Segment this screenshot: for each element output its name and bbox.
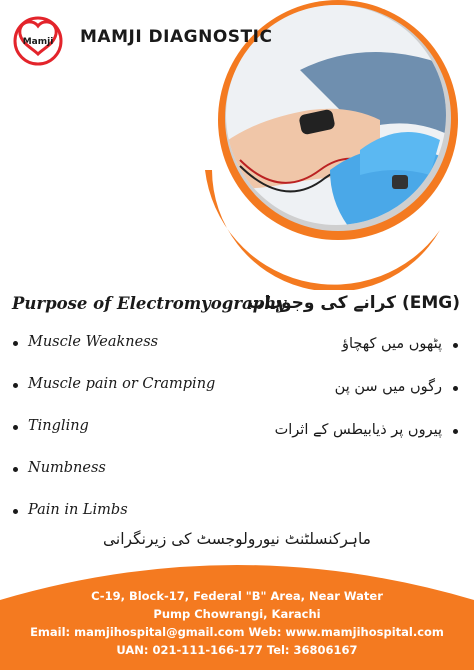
mamji-logo (12, 14, 64, 66)
brand-name: MAMJI DIAGNOSTIC (80, 27, 273, 47)
email-web: Email: mamjihospital@gmail.com Web: www.mamjihospital.com (30, 625, 444, 639)
title-urdu: (EMG) کرانے کی وجوہات (247, 293, 460, 313)
list-item: Muscle Weakness (12, 334, 242, 376)
contact-info (0, 587, 474, 659)
list-item: پیروں پر ذیابیطس کے اثرات (230, 422, 460, 465)
address-line-1: C-19, Block-17, Federal "B" Area, Near Water (91, 589, 383, 603)
list-item: Muscle pain or Cramping (12, 376, 242, 418)
purpose-list-urdu (230, 336, 460, 465)
list-item: رگوں میں سن پن (230, 379, 460, 422)
title-english: Purpose of Electromyography (12, 294, 286, 313)
list-item: Tingling (12, 418, 242, 460)
purpose-list-english (12, 334, 242, 544)
logo-text: Mamji (22, 37, 54, 47)
phone-numbers: UAN: 021-111-166-177 Tel: 36806167 (116, 643, 358, 657)
list-item: پٹھوں میں کھچاؤ (230, 336, 460, 379)
list-item: Numbness (12, 460, 242, 502)
address-line-2: Pump Chowrangi, Karachi (153, 607, 321, 621)
list-item: Pain in Limbs (12, 502, 242, 544)
specialist-note-urdu: ماہرکنسلٹنٹ نیورولوجسٹ کی زیرنگرانی (103, 530, 371, 548)
